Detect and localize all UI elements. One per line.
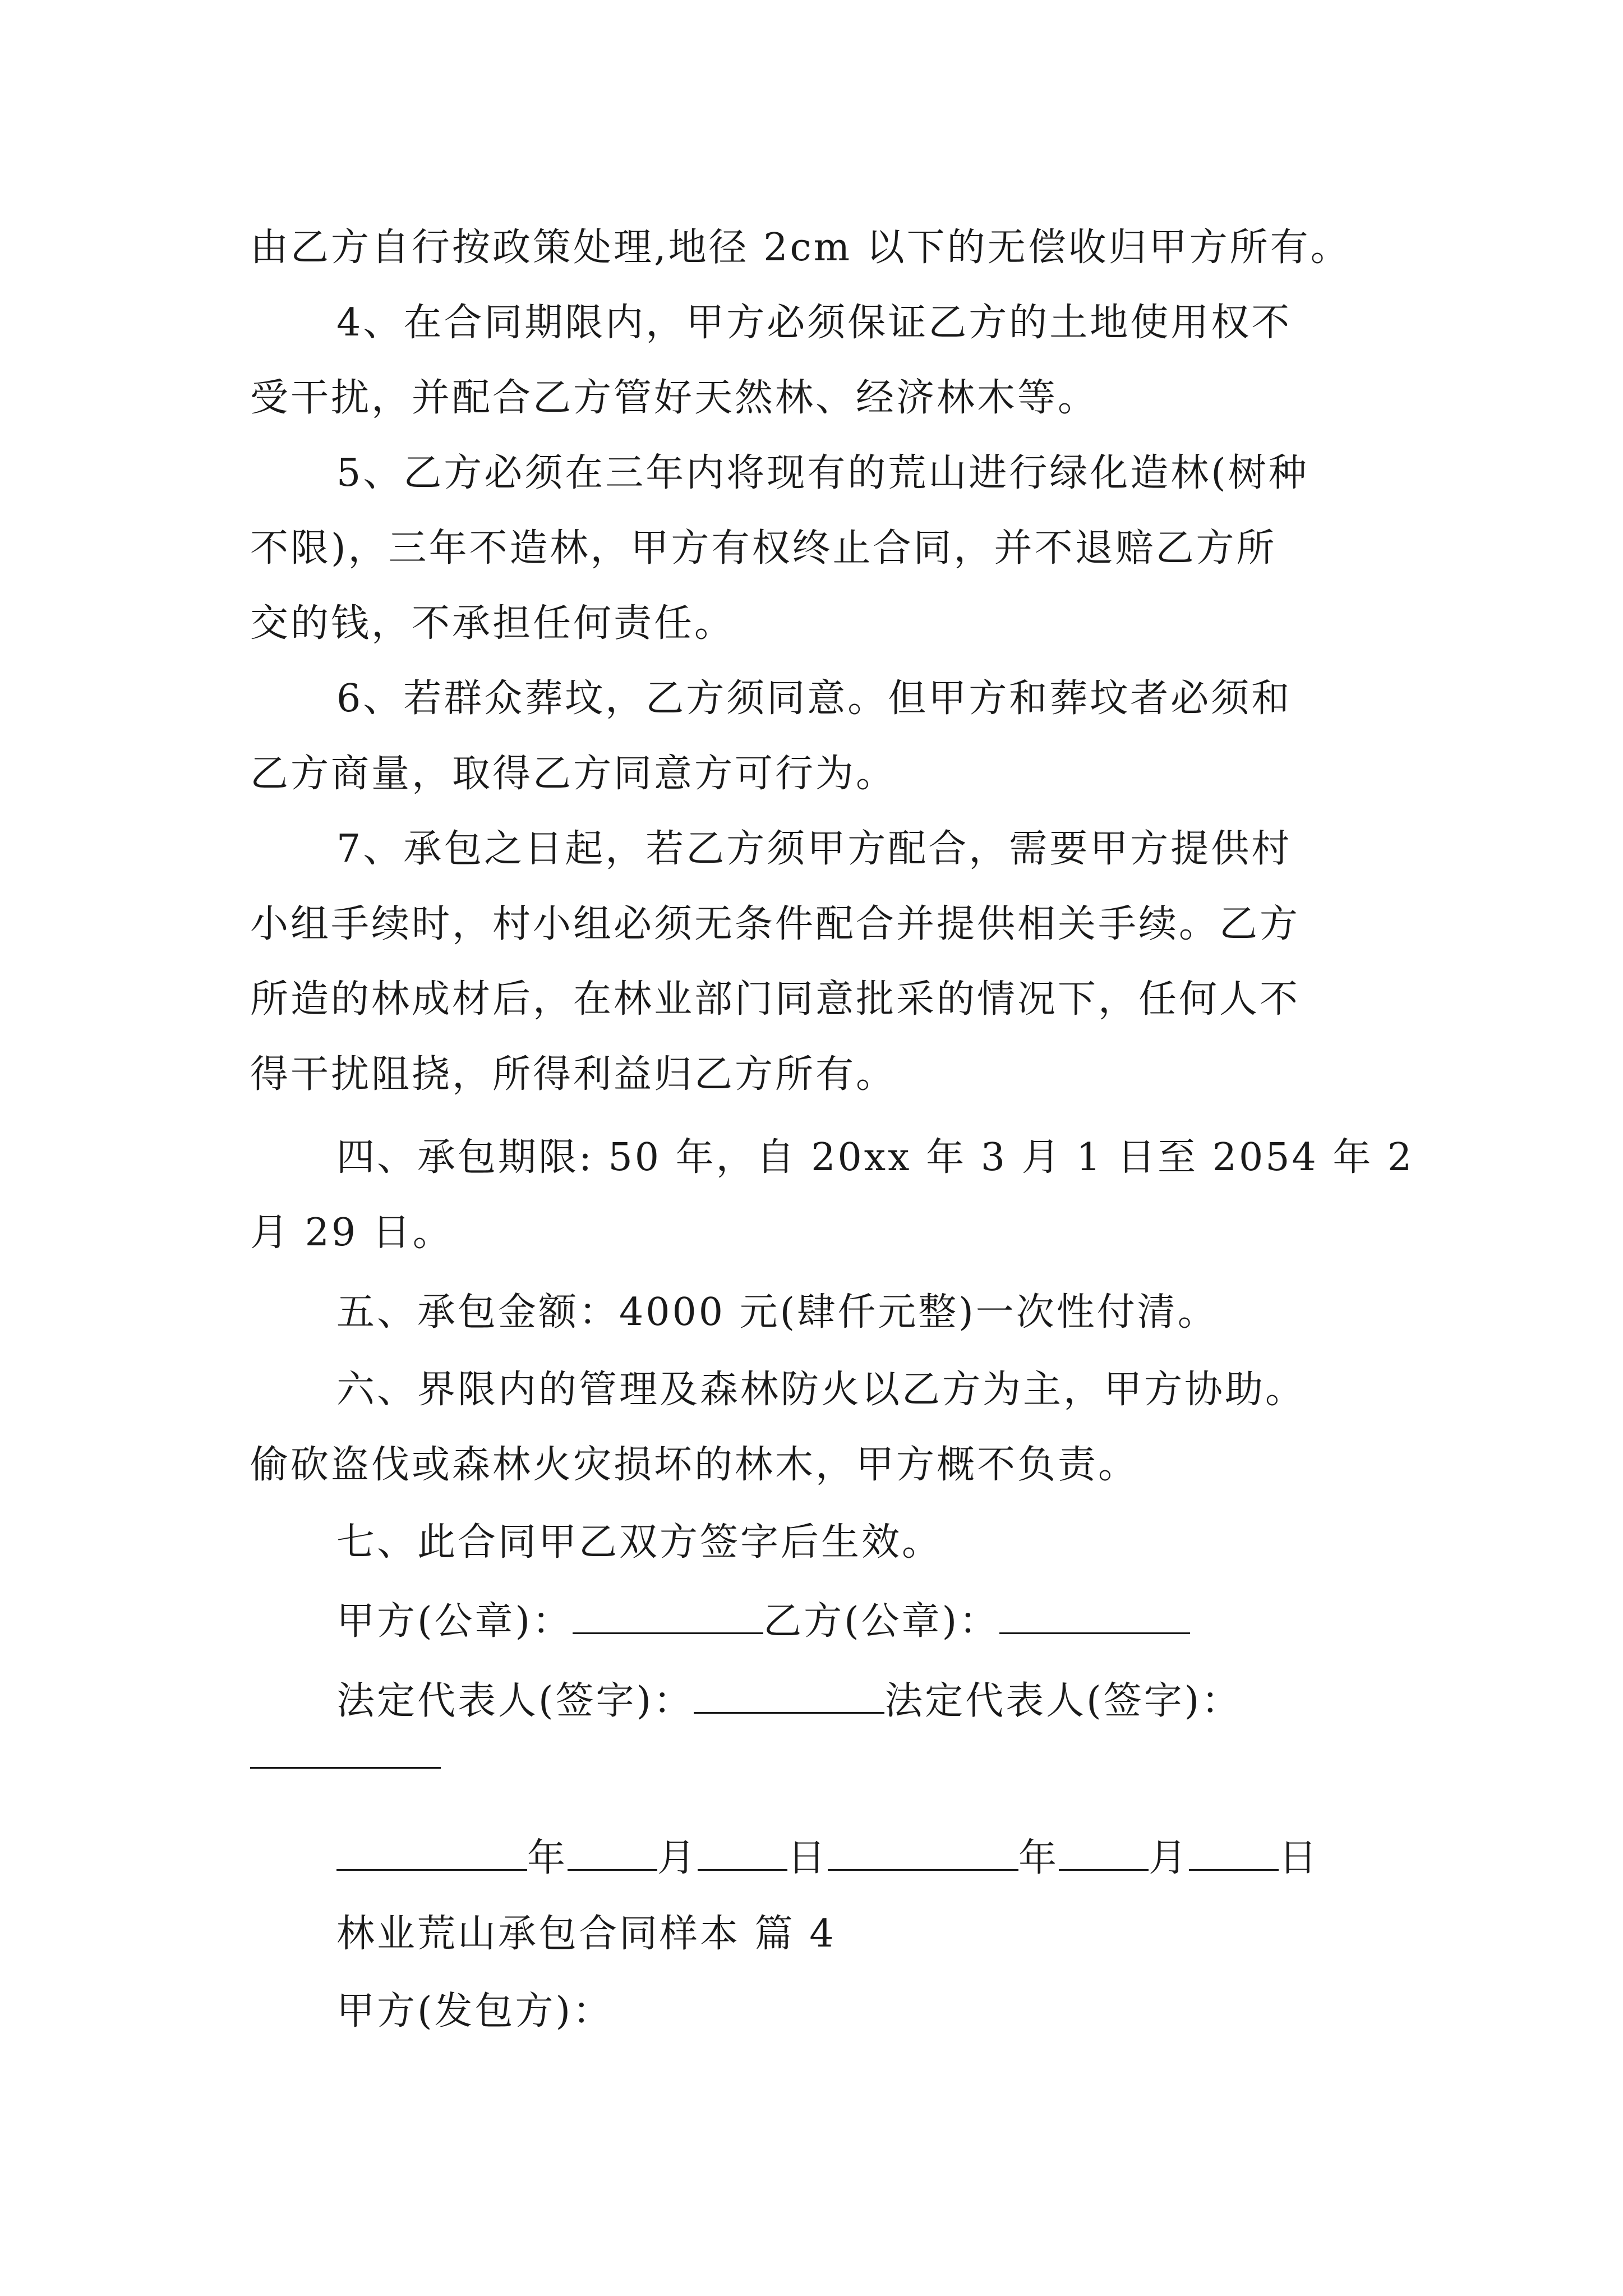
- seal-line: [336, 1598, 1190, 1644]
- date-b-year-blank: [828, 1834, 1018, 1871]
- text-line: 乙方商量，取得乙方同意方可行为。: [250, 752, 897, 796]
- text-line: 六、界限内的管理及森林防火以乙方为主，甲方协助。: [336, 1368, 1306, 1412]
- text-line: 偷砍盗伐或森林火灾损坏的林木，甲方概不负责。: [250, 1443, 1139, 1487]
- date-b-day-label: 日: [1279, 1836, 1320, 1880]
- text-line: 5、乙方必须在三年内将现有的荒山进行绿化造林(树种: [336, 451, 1309, 495]
- party-a-seal-label: 甲方(公章)：: [336, 1599, 573, 1644]
- rep-b-blank: [250, 1767, 441, 1769]
- date-a-day-label: 日: [787, 1836, 828, 1880]
- date-line: [336, 1834, 1319, 1881]
- text-line: 五、承包金额：4000 元(肆仟元整)一次性付清。: [336, 1290, 1218, 1335]
- text-line: 得干扰阻挠，所得利益归乙方所有。: [250, 1052, 897, 1097]
- text-line: 由乙方自行按政策处理,地径 2cm 以下的无偿收归甲方所有。: [250, 226, 1351, 270]
- text-line: 交的钱，不承担任何责任。: [250, 601, 735, 646]
- text-line: 4、在合同期限内，甲方必须保证乙方的土地使用权不: [336, 301, 1292, 345]
- text-line: 6、若群众葬坟，乙方须同意。但甲方和葬坟者必须和: [336, 677, 1292, 721]
- text-line: 受干扰，并配合乙方管好天然林、经济林木等。: [250, 376, 1099, 420]
- date-a-day-blank: [698, 1834, 787, 1871]
- date-b-month-blank: [1059, 1834, 1149, 1871]
- text-line: 月 29 日。: [250, 1211, 453, 1255]
- date-a-year-label: 年: [527, 1836, 568, 1880]
- text-line: 七、此合同甲乙双方签字后生效。: [336, 1520, 943, 1565]
- rep-b-label: 法定代表人(签字)：: [884, 1679, 1242, 1723]
- rep-a-blank: [694, 1677, 884, 1714]
- date-a-month-label: 月: [657, 1836, 698, 1880]
- text-line: 不限)，三年不造林，甲方有权终止合同，并不退赔乙方所: [250, 526, 1277, 570]
- text-line: 7、承包之日起，若乙方须甲方配合，需要甲方提供村: [336, 827, 1292, 871]
- rep-a-label: 法定代表人(签字)：: [336, 1679, 694, 1723]
- party-b-seal-label: 乙方(公章)：: [763, 1599, 1000, 1644]
- date-b-year-label: 年: [1018, 1836, 1059, 1880]
- party-a-seal-blank: [573, 1598, 763, 1634]
- text-line: 所造的林成材后，在林业部门同意批采的情况下，任何人不: [250, 977, 1301, 1022]
- date-b-month-label: 月: [1149, 1836, 1189, 1880]
- date-a-month-blank: [568, 1834, 657, 1871]
- date-a-year-blank: [336, 1834, 527, 1871]
- section-title: 林业荒山承包合同样本 篇 4: [336, 1912, 836, 1956]
- text-line: 四、承包期限: 50 年，自 20xx 年 3 月 1 日至 2054 年 2: [336, 1135, 1414, 1180]
- text-line: 小组手续时，村小组必须无条件配合并提供相关手续。乙方: [250, 902, 1301, 946]
- party-b-seal-blank: [999, 1598, 1190, 1634]
- representative-line: [336, 1677, 1242, 1724]
- party-a-label: 甲方(发包方)：: [336, 1989, 614, 2033]
- date-b-day-blank: [1189, 1834, 1279, 1871]
